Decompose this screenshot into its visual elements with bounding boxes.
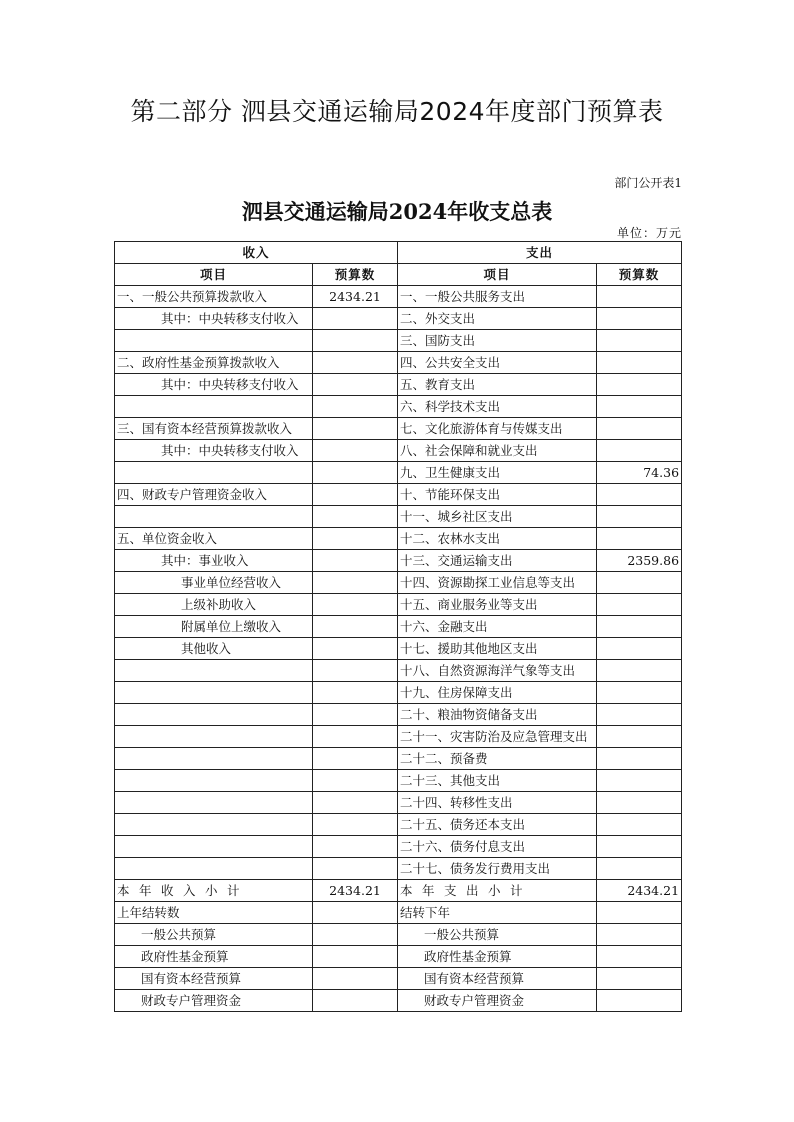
expense-item: 二十三、其他支出	[398, 770, 597, 792]
income-item	[115, 792, 313, 814]
table-row	[115, 814, 682, 836]
table-row	[115, 616, 682, 638]
income-budget-header: 预算数	[313, 264, 398, 286]
expense-value: 2359.86	[597, 550, 682, 572]
expense-value	[597, 506, 682, 528]
expense-value	[597, 308, 682, 330]
expense-value	[597, 396, 682, 418]
table-row	[115, 308, 682, 330]
table-row	[115, 330, 682, 352]
income-carry-item: 政府性基金预算	[115, 946, 313, 968]
income-item: 事业单位经营收入	[115, 572, 313, 594]
expense-value	[597, 704, 682, 726]
expense-item: 二十五、债务还本支出	[398, 814, 597, 836]
section-header-row	[115, 242, 682, 264]
budget-summary-table	[114, 241, 682, 1012]
table-number: 部门公开表1	[614, 176, 682, 190]
income-subtotal-value: 2434.21	[313, 880, 398, 902]
expense-carry-value	[597, 924, 682, 946]
expense-item: 十、节能环保支出	[398, 484, 597, 506]
expense-item: 十六、金融支出	[398, 616, 597, 638]
expense-item: 十四、资源勘探工业信息等支出	[398, 572, 597, 594]
table-row	[115, 704, 682, 726]
income-item	[115, 396, 313, 418]
expense-carry-label: 结转下年	[398, 902, 597, 924]
expense-value	[597, 440, 682, 462]
income-value	[313, 858, 398, 880]
expense-section-header: 支出	[398, 242, 682, 264]
income-section-header: 收入	[115, 242, 398, 264]
income-item	[115, 682, 313, 704]
income-value	[313, 704, 398, 726]
income-value	[313, 638, 398, 660]
expense-item: 十八、自然资源海洋气象等支出	[398, 660, 597, 682]
expense-item: 十二、农林水支出	[398, 528, 597, 550]
expense-value	[597, 836, 682, 858]
income-item	[115, 660, 313, 682]
expense-item: 十五、商业服务业等支出	[398, 594, 597, 616]
income-item: 其中：中央转移支付收入	[115, 440, 313, 462]
part-title: 第二部分 泗县交通运输局2024年度部门预算表	[130, 97, 664, 126]
expense-item: 二十、粮油物资储备支出	[398, 704, 597, 726]
expense-carry-item: 国有资本经营预算	[398, 968, 597, 990]
income-value	[313, 660, 398, 682]
carry-row	[115, 990, 682, 1012]
expense-value	[597, 286, 682, 308]
expense-item: 十九、住房保障支出	[398, 682, 597, 704]
expense-item: 十一、城乡社区支出	[398, 506, 597, 528]
table-row	[115, 374, 682, 396]
carry-row	[115, 924, 682, 946]
expense-carry-value	[597, 902, 682, 924]
income-value: 2434.21	[313, 286, 398, 308]
expense-item: 九、卫生健康支出	[398, 462, 597, 484]
expense-item: 三、国防支出	[398, 330, 597, 352]
expense-carry-value	[597, 946, 682, 968]
expense-item: 二、外交支出	[398, 308, 597, 330]
expense-item: 二十七、债务发行费用支出	[398, 858, 597, 880]
income-value	[313, 374, 398, 396]
carry-row	[115, 968, 682, 990]
income-item: 四、财政专户管理资金收入	[115, 484, 313, 506]
column-header-row	[115, 264, 682, 286]
income-item: 其他收入	[115, 638, 313, 660]
income-carry-item: 一般公共预算	[115, 924, 313, 946]
table-row	[115, 660, 682, 682]
expense-item: 二十二、预备费	[398, 748, 597, 770]
table-row	[115, 792, 682, 814]
expense-value	[597, 726, 682, 748]
expense-value	[597, 594, 682, 616]
income-subtotal-label: 本年收入小计	[115, 880, 313, 902]
expense-item: 一、一般公共服务支出	[398, 286, 597, 308]
table-row	[115, 726, 682, 748]
expense-value	[597, 528, 682, 550]
income-item	[115, 462, 313, 484]
unit-label: 单位：万元	[616, 226, 682, 240]
expense-value	[597, 418, 682, 440]
expense-item: 二十六、债务付息支出	[398, 836, 597, 858]
income-value	[313, 792, 398, 814]
income-value	[313, 814, 398, 836]
income-item: 其中：事业收入	[115, 550, 313, 572]
expense-item: 二十四、转移性支出	[398, 792, 597, 814]
income-carry-value	[313, 924, 398, 946]
expense-value	[597, 572, 682, 594]
income-carry-value	[313, 968, 398, 990]
carry-row	[115, 902, 682, 924]
table-row	[115, 418, 682, 440]
expense-carry-item: 财政专户管理资金	[398, 990, 597, 1012]
income-item	[115, 770, 313, 792]
expense-value	[597, 858, 682, 880]
table-row	[115, 638, 682, 660]
expense-item: 八、社会保障和就业支出	[398, 440, 597, 462]
expense-value	[597, 682, 682, 704]
income-item: 一、一般公共预算拨款收入	[115, 286, 313, 308]
income-item	[115, 836, 313, 858]
income-item	[115, 726, 313, 748]
table-row	[115, 770, 682, 792]
subtotal-row	[115, 880, 682, 902]
table-row	[115, 748, 682, 770]
income-item: 五、单位资金收入	[115, 528, 313, 550]
expense-value	[597, 330, 682, 352]
table-row	[115, 572, 682, 594]
expense-item: 七、文化旅游体育与传媒支出	[398, 418, 597, 440]
income-item	[115, 748, 313, 770]
income-value	[313, 462, 398, 484]
table-row	[115, 286, 682, 308]
income-value	[313, 616, 398, 638]
income-item: 附属单位上缴收入	[115, 616, 313, 638]
income-item	[115, 704, 313, 726]
expense-value	[597, 770, 682, 792]
expense-value	[597, 814, 682, 836]
expense-item: 二十一、灾害防治及应急管理支出	[398, 726, 597, 748]
expense-value	[597, 748, 682, 770]
income-item: 上级补助收入	[115, 594, 313, 616]
income-value	[313, 836, 398, 858]
expense-carry-value	[597, 968, 682, 990]
expense-carry-item: 政府性基金预算	[398, 946, 597, 968]
income-value	[313, 308, 398, 330]
expense-value: 74.36	[597, 462, 682, 484]
income-item: 其中：中央转移支付收入	[115, 374, 313, 396]
table-row	[115, 462, 682, 484]
expense-item: 六、科学技术支出	[398, 396, 597, 418]
expense-item: 四、公共安全支出	[398, 352, 597, 374]
expense-item: 十七、援助其他地区支出	[398, 638, 597, 660]
expense-item-header: 项目	[398, 264, 597, 286]
table-title: 泗县交通运输局2024年收支总表	[241, 199, 553, 224]
table-row	[115, 858, 682, 880]
income-value	[313, 396, 398, 418]
income-value	[313, 550, 398, 572]
income-value	[313, 440, 398, 462]
expense-item: 五、教育支出	[398, 374, 597, 396]
income-value	[313, 484, 398, 506]
expense-value	[597, 374, 682, 396]
table-row	[115, 352, 682, 374]
expense-value	[597, 638, 682, 660]
expense-value	[597, 660, 682, 682]
income-carry-value	[313, 946, 398, 968]
income-carry-value	[313, 902, 398, 924]
income-item	[115, 506, 313, 528]
income-value	[313, 528, 398, 550]
table-row	[115, 484, 682, 506]
expense-value	[597, 352, 682, 374]
income-item: 二、政府性基金预算拨款收入	[115, 352, 313, 374]
expense-value	[597, 792, 682, 814]
income-value	[313, 726, 398, 748]
table-row	[115, 528, 682, 550]
income-item: 其中：中央转移支付收入	[115, 308, 313, 330]
expense-value	[597, 616, 682, 638]
income-carry-value	[313, 990, 398, 1012]
table-row	[115, 836, 682, 858]
table-row	[115, 440, 682, 462]
table-row	[115, 506, 682, 528]
table-row	[115, 594, 682, 616]
income-value	[313, 418, 398, 440]
income-value	[313, 682, 398, 704]
income-value	[313, 748, 398, 770]
expense-subtotal-label: 本年支出小计	[398, 880, 597, 902]
carry-row	[115, 946, 682, 968]
income-carry-item: 国有资本经营预算	[115, 968, 313, 990]
expense-budget-header: 预算数	[597, 264, 682, 286]
income-value	[313, 506, 398, 528]
income-value	[313, 330, 398, 352]
expense-value	[597, 484, 682, 506]
income-value	[313, 594, 398, 616]
table-row	[115, 682, 682, 704]
income-item	[115, 814, 313, 836]
income-item-header: 项目	[115, 264, 313, 286]
income-value	[313, 572, 398, 594]
income-carry-item: 财政专户管理资金	[115, 990, 313, 1012]
expense-carry-item: 一般公共预算	[398, 924, 597, 946]
income-value	[313, 770, 398, 792]
income-item	[115, 858, 313, 880]
expense-item: 十三、交通运输支出	[398, 550, 597, 572]
table-row	[115, 550, 682, 572]
expense-subtotal-value: 2434.21	[597, 880, 682, 902]
income-value	[313, 352, 398, 374]
expense-carry-value	[597, 990, 682, 1012]
table-row	[115, 396, 682, 418]
income-item	[115, 330, 313, 352]
income-item: 三、国有资本经营预算拨款收入	[115, 418, 313, 440]
income-carry-label: 上年结转数	[115, 902, 313, 924]
